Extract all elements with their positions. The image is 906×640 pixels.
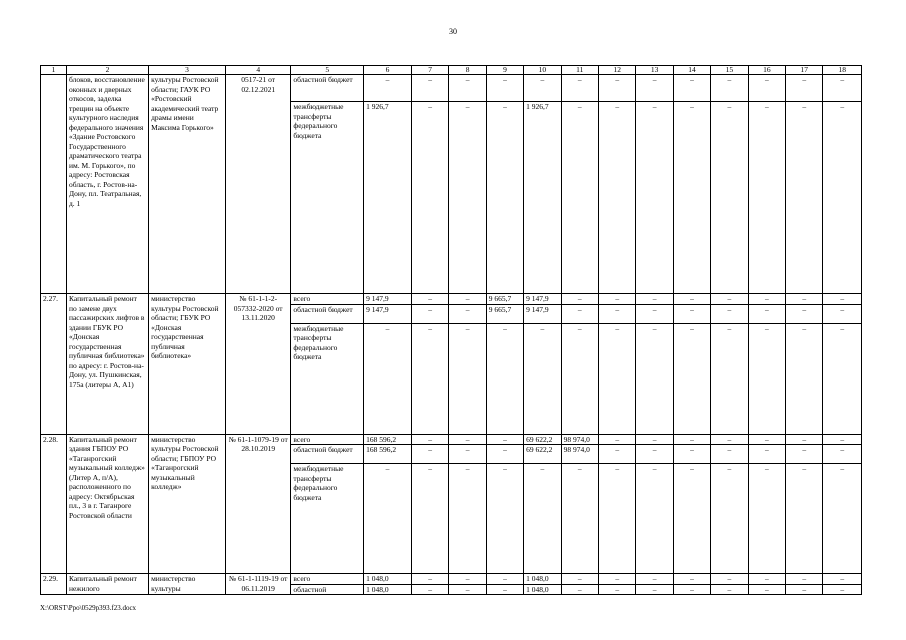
value-cell: –: [411, 102, 448, 294]
expertise-cell: № 61-1-1-2-057332-2020 от 13.11.2020: [225, 294, 290, 435]
value-cell: –: [364, 323, 412, 434]
funding-source-cell: межбюджетные трансферты федерального бюджета: [291, 102, 364, 294]
value-cell: –: [673, 464, 710, 574]
object-name-cell: Капитальный ремонт здания ГБПОУ РО «Таганрогский музыкальный колледж» (Литер А, п/А), расположенного по адресу: Октябрьская пл., 3 в г. Таганроге Ростовской области: [66, 434, 148, 574]
value-cell: –: [486, 584, 523, 595]
value-cell: –: [449, 102, 486, 294]
page-number: 30: [449, 27, 457, 36]
column-number-cell: 7: [411, 66, 448, 75]
value-cell: –: [411, 464, 448, 574]
object-name-cell: Капитальный ремонт нежилого: [66, 574, 148, 595]
value-cell: –: [524, 323, 561, 434]
value-cell: 98 974,0: [561, 445, 598, 464]
value-cell: –: [823, 75, 862, 102]
value-cell: –: [823, 294, 862, 305]
value-cell: –: [748, 102, 785, 294]
value-cell: –: [411, 445, 448, 464]
value-cell: –: [411, 574, 448, 585]
value-cell: –: [786, 75, 823, 102]
column-number-cell: 3: [149, 66, 226, 75]
funding-source-cell: областной: [291, 584, 364, 595]
value-cell: 1 048,0: [524, 584, 561, 595]
value-cell: –: [449, 304, 486, 323]
column-number-cell: 15: [711, 66, 748, 75]
value-cell: –: [786, 323, 823, 434]
column-number-cell: 4: [225, 66, 290, 75]
value-cell: –: [598, 445, 635, 464]
value-cell: –: [786, 434, 823, 445]
value-cell: –: [486, 464, 523, 574]
value-cell: –: [486, 434, 523, 445]
value-cell: –: [711, 464, 748, 574]
executor-cell: министерство культуры: [149, 574, 226, 595]
funding-source-cell: межбюджетные трансферты федерального бюджета: [291, 323, 364, 434]
value-cell: –: [711, 584, 748, 595]
value-cell: –: [411, 304, 448, 323]
value-cell: –: [411, 75, 448, 102]
value-cell: –: [524, 464, 561, 574]
value-cell: 1 926,7: [524, 102, 561, 294]
object-name-cell: блоков, восстановление оконных и дверных откосов, заделка трещин на объекте культурного наследия федерального значения «Здание Ростовского Государственного драматического театра им. М. Горького», по адресу: Ростовская область, г. Ростов-на-Дону, пл. Театральная, д. 1: [66, 75, 148, 294]
column-number-cell: 13: [636, 66, 673, 75]
column-number-row: [41, 66, 862, 75]
value-cell: –: [748, 294, 785, 305]
value-cell: –: [449, 464, 486, 574]
value-cell: –: [598, 75, 635, 102]
column-number-cell: 11: [561, 66, 598, 75]
funding-source-cell: областной бюджет: [291, 304, 364, 323]
value-cell: –: [786, 574, 823, 585]
value-cell: –: [598, 434, 635, 445]
table-row: [41, 75, 862, 102]
value-cell: 168 596,2: [364, 434, 412, 445]
value-cell: 1 048,0: [524, 574, 561, 585]
budget-table: [40, 65, 862, 595]
value-cell: –: [411, 584, 448, 595]
funding-source-cell: межбюджетные трансферты федерального бюджета: [291, 464, 364, 574]
value-cell: –: [748, 445, 785, 464]
value-cell: –: [486, 323, 523, 434]
column-number-cell: 5: [291, 66, 364, 75]
row-number-cell: 2.29.: [41, 574, 67, 595]
value-cell: –: [364, 75, 412, 102]
value-cell: –: [786, 304, 823, 323]
value-cell: –: [561, 323, 598, 434]
value-cell: –: [636, 304, 673, 323]
value-cell: 9 147,9: [524, 304, 561, 323]
value-cell: –: [486, 574, 523, 585]
value-cell: –: [449, 584, 486, 595]
value-cell: –: [823, 434, 862, 445]
value-cell: 1 926,7: [364, 102, 412, 294]
value-cell: –: [748, 75, 785, 102]
value-cell: –: [711, 102, 748, 294]
value-cell: –: [823, 464, 862, 574]
value-cell: –: [598, 464, 635, 574]
value-cell: –: [449, 294, 486, 305]
value-cell: –: [673, 75, 710, 102]
value-cell: –: [748, 464, 785, 574]
value-cell: –: [711, 574, 748, 585]
value-cell: –: [711, 434, 748, 445]
row-number-cell: [41, 75, 67, 294]
value-cell: –: [673, 584, 710, 595]
value-cell: –: [711, 445, 748, 464]
value-cell: –: [561, 304, 598, 323]
value-cell: 69 622,2: [524, 445, 561, 464]
file-path-footer: X:\ORST\Ppo\0529p393.f23.docx: [40, 604, 137, 612]
expertise-cell: № 61-1-1119-19 от 06.11.2019: [225, 574, 290, 595]
column-number-cell: 12: [598, 66, 635, 75]
value-cell: –: [823, 304, 862, 323]
value-cell: 9 665,7: [486, 294, 523, 305]
object-name-cell: Капитальный ремонт по замене двух пассажирских лифтов в здании ГБУК РО «Донская государственная публичная библиотека» по адресу: г. Ростов-на-Дону, ул. Пушкинская, 175а (литеры А, А1): [66, 294, 148, 435]
funding-source-cell: областной бюджет: [291, 75, 364, 102]
value-cell: –: [748, 304, 785, 323]
value-cell: –: [786, 294, 823, 305]
value-cell: –: [449, 434, 486, 445]
value-cell: –: [561, 294, 598, 305]
value-cell: –: [449, 75, 486, 102]
value-cell: –: [598, 323, 635, 434]
value-cell: –: [486, 445, 523, 464]
value-cell: –: [524, 75, 561, 102]
value-cell: –: [561, 75, 598, 102]
funding-source-cell: областной бюджет: [291, 445, 364, 464]
value-cell: 1 048,0: [364, 584, 412, 595]
value-cell: –: [449, 323, 486, 434]
value-cell: 69 622,2: [524, 434, 561, 445]
value-cell: –: [748, 323, 785, 434]
value-cell: –: [673, 294, 710, 305]
value-cell: –: [711, 294, 748, 305]
value-cell: –: [748, 574, 785, 585]
value-cell: 1 048,0: [364, 574, 412, 585]
value-cell: –: [673, 434, 710, 445]
value-cell: –: [673, 304, 710, 323]
value-cell: –: [561, 574, 598, 585]
value-cell: –: [636, 574, 673, 585]
value-cell: –: [636, 584, 673, 595]
value-cell: 9 147,9: [364, 304, 412, 323]
value-cell: –: [673, 574, 710, 585]
value-cell: –: [748, 584, 785, 595]
value-cell: –: [636, 294, 673, 305]
value-cell: –: [598, 304, 635, 323]
value-cell: –: [411, 323, 448, 434]
column-number-cell: 17: [786, 66, 823, 75]
value-cell: –: [673, 323, 710, 434]
value-cell: –: [636, 102, 673, 294]
value-cell: –: [673, 445, 710, 464]
value-cell: –: [786, 102, 823, 294]
value-cell: –: [786, 584, 823, 595]
value-cell: –: [823, 574, 862, 585]
value-cell: –: [411, 434, 448, 445]
value-cell: –: [673, 102, 710, 294]
value-cell: –: [598, 294, 635, 305]
row-number-cell: 2.27.: [41, 294, 67, 435]
executor-cell: министерство культуры Ростовской области; ГБУК РО «Донская государственная публичная библиотека»: [149, 294, 226, 435]
value-cell: –: [486, 75, 523, 102]
value-cell: 98 974,0: [561, 434, 598, 445]
column-number-cell: 18: [823, 66, 862, 75]
value-cell: –: [786, 445, 823, 464]
value-cell: –: [636, 434, 673, 445]
value-cell: –: [786, 464, 823, 574]
value-cell: –: [636, 445, 673, 464]
table-row: [41, 434, 862, 445]
column-number-cell: 14: [673, 66, 710, 75]
value-cell: –: [486, 102, 523, 294]
value-cell: –: [636, 323, 673, 434]
funding-source-cell: всего: [291, 574, 364, 585]
funding-source-cell: всего: [291, 294, 364, 305]
value-cell: –: [711, 304, 748, 323]
column-number-cell: 10: [524, 66, 561, 75]
value-cell: –: [748, 434, 785, 445]
value-cell: –: [364, 464, 412, 574]
executor-cell: культуры Ростовской области; ГАУК РО «Ростовский академический театр драмы имени Максима Горького»: [149, 75, 226, 294]
expertise-cell: 0517-21 от 02.12.2021: [225, 75, 290, 294]
column-number-cell: 16: [748, 66, 785, 75]
value-cell: –: [636, 464, 673, 574]
column-number-cell: 6: [364, 66, 412, 75]
funding-source-cell: всего: [291, 434, 364, 445]
value-cell: 168 596,2: [364, 445, 412, 464]
table-row: [41, 574, 862, 585]
value-cell: –: [823, 445, 862, 464]
value-cell: –: [598, 574, 635, 585]
value-cell: 9 147,9: [524, 294, 561, 305]
value-cell: –: [561, 102, 598, 294]
value-cell: –: [598, 102, 635, 294]
value-cell: –: [449, 445, 486, 464]
expertise-cell: № 61-1-1079-19 от 28.10.2019: [225, 434, 290, 574]
value-cell: 9 665,7: [486, 304, 523, 323]
value-cell: 9 147,9: [364, 294, 412, 305]
executor-cell: министерство культуры Ростовской области; ГБПОУ РО «Таганрогский музыкальный колледж»: [149, 434, 226, 574]
table-row: [41, 294, 862, 305]
value-cell: –: [561, 464, 598, 574]
column-number-cell: 8: [449, 66, 486, 75]
value-cell: –: [598, 584, 635, 595]
column-number-cell: 1: [41, 66, 67, 75]
column-number-cell: 9: [486, 66, 523, 75]
value-cell: –: [561, 584, 598, 595]
value-cell: –: [823, 584, 862, 595]
column-number-cell: 2: [66, 66, 148, 75]
value-cell: –: [823, 323, 862, 434]
value-cell: –: [636, 75, 673, 102]
value-cell: –: [411, 294, 448, 305]
value-cell: –: [449, 574, 486, 585]
value-cell: –: [711, 75, 748, 102]
value-cell: –: [823, 102, 862, 294]
row-number-cell: 2.28.: [41, 434, 67, 574]
value-cell: –: [711, 323, 748, 434]
